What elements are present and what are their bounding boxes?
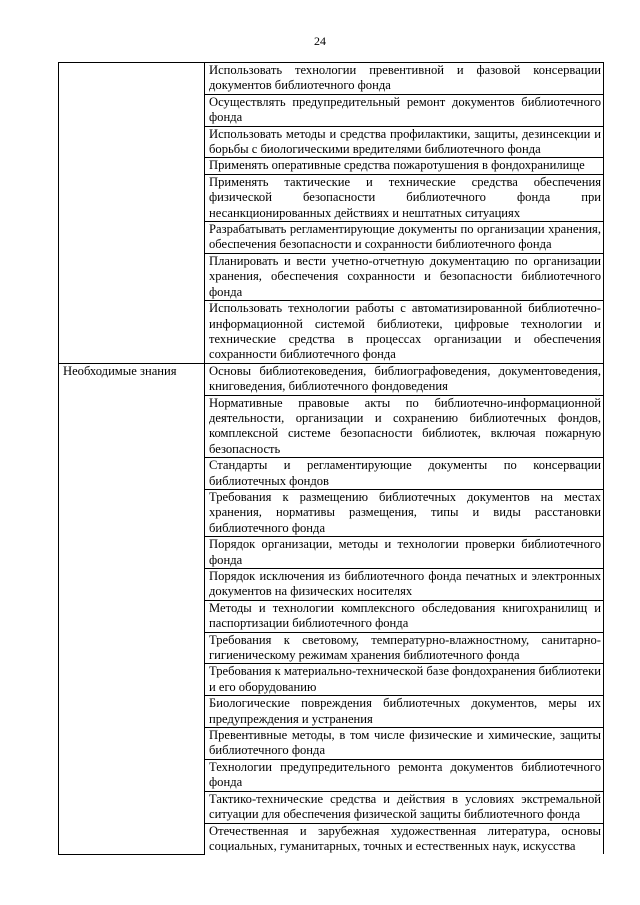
requirement-cell: Применять оперативные средства пожаротушения в фондохранилище [205, 158, 604, 174]
requirement-cell: Биологические повреждения библиотечных документов, меры их предупреждения и устранения [205, 696, 604, 728]
table-row [59, 63, 604, 95]
requirement-cell: Использовать технологии работы с автоматизированной библиотечно-информационной системой библиотеки, цифровые технологии и технические средства в процессах организации и обеспечения сохранности библиотечного фонда [205, 301, 604, 364]
requirement-cell: Тактико-технические средства и действия в условиях экстремальной ситуации для обеспечения физической защиты библиотечного фонда [205, 791, 604, 823]
section-label-cell [59, 63, 205, 364]
requirement-cell: Технологии предупредительного ремонта документов библиотечного фонда [205, 759, 604, 791]
requirement-cell: Стандарты и регламентирующие документы по консервации библиотечных фондов [205, 458, 604, 490]
table-row [59, 363, 604, 395]
requirement-cell: Превентивные методы, в том числе физические и химические, защиты библиотечного фонда [205, 728, 604, 760]
requirements-table [58, 62, 604, 855]
requirement-cell: Разрабатывать регламентирующие документы по организации хранения, обеспечения безопасности и сохранности библиотечного фонда [205, 222, 604, 254]
requirement-cell: Нормативные правовые акты по библиотечно-информационной деятельности, организации и сохранению библиотечных фондов, комплексной системе безопасности библиотек, включая пожарную безопасность [205, 395, 604, 458]
requirement-cell: Требования к размещению библиотечных документов на местах хранения, нормативы размещения, типы и виды расстановки библиотечного фонда [205, 489, 604, 536]
requirement-cell: Использовать технологии превентивной и фазовой консервации документов библиотечного фонда [205, 63, 604, 95]
requirement-cell: Требования к материально-технической базе фондохранения библиотеки и его оборудованию [205, 664, 604, 696]
page-number: 24 [314, 34, 326, 48]
requirement-cell: Основы библиотековедения, библиографоведения, документоведения, книговедения, библиотечного фондоведения [205, 363, 604, 395]
requirement-cell: Отечественная и зарубежная художественная литература, основы социальных, гуманитарных, точных и естественных наук, искусства [205, 823, 604, 854]
requirement-cell: Планировать и вести учетно-отчетную документацию по организации хранения, обеспечения сохранности и безопасности библиотечного фонда [205, 253, 604, 300]
requirement-cell: Порядок организации, методы и технологии проверки библиотечного фонда [205, 537, 604, 569]
requirement-cell: Осуществлять предупредительный ремонт документов библиотечного фонда [205, 94, 604, 126]
requirement-cell: Применять тактические и технические средства обеспечения физической безопасности библиотечного фонда при несанкционированных действиях и нештатных ситуациях [205, 174, 604, 221]
requirements-table-body [59, 63, 604, 855]
requirement-cell: Методы и технологии комплексного обследования книгохранилищ и паспортизации библиотечного фонда [205, 600, 604, 632]
requirement-cell: Требования к световому, температурно-влажностному, санитарно-гигиеническому режимам хранения библиотечного фонда [205, 632, 604, 664]
requirement-cell: Использовать методы и средства профилактики, защиты, дезинсекции и борьбы с биологическими вредителями библиотечного фонда [205, 126, 604, 158]
section-label-cell: Необходимые знания [59, 363, 205, 854]
requirement-cell: Порядок исключения из библиотечного фонда печатных и электронных документов на физических носителях [205, 569, 604, 601]
